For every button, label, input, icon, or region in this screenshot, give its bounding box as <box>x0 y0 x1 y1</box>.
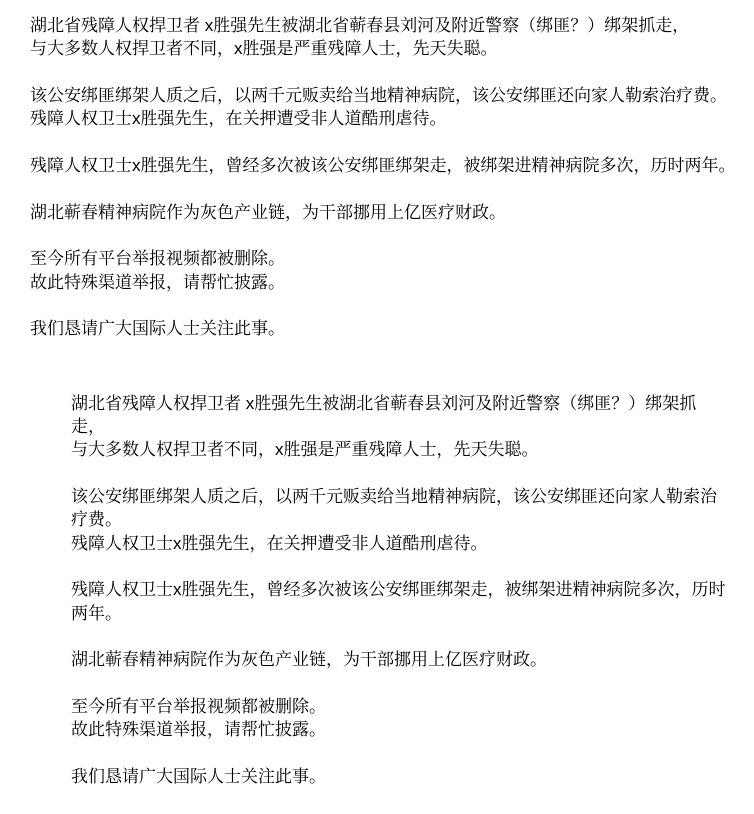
text-line: 走， <box>71 416 105 436</box>
paragraph <box>30 317 736 340</box>
text-line: 残障人权卫士x胜强先生，在关押遭受非人道酷刑虐待。 <box>30 109 447 129</box>
text-line: 至今所有平台举报视频都被删除。 <box>30 249 285 269</box>
text-line: 该公安绑匪绑架人质之后，以两千元贩卖给当地精神病院，该公安绑匪还向家人勒索治疗费。 <box>30 85 727 105</box>
message-block-quoted <box>71 392 736 789</box>
text-line: 与大多数人权捍卫者不同，x胜强是严重残障人士，先天失聪。 <box>71 440 539 460</box>
text-line: 我们恳请广大国际人士关注此事。 <box>71 766 326 786</box>
paragraph <box>71 695 736 742</box>
text-line: 两年。 <box>71 603 122 623</box>
text-line: 故此特殊渠道举报，请帮忙披露。 <box>30 272 285 292</box>
paragraph <box>30 84 736 131</box>
text-line: 湖北省残障人权捍卫者 x胜强先生被湖北省蕲春县刘河及附近警察（绑匪？）绑架抓 <box>71 393 697 413</box>
paragraph <box>71 485 736 555</box>
paragraph <box>30 14 736 61</box>
text-line: 该公安绑匪绑架人质之后，以两千元贩卖给当地精神病院，该公安绑匪还向家人勒索治 <box>71 486 717 506</box>
text-line: 湖北蕲春精神病院作为灰色产业链，为干部挪用上亿医疗财政。 <box>71 650 547 670</box>
text-line: 故此特殊渠道举报，请帮忙披露。 <box>71 720 326 740</box>
text-line: 与大多数人权捍卫者不同，x胜强是严重残障人士，先天失聪。 <box>30 39 498 59</box>
text-line: 残障人权卫士x胜强先生，曾经多次被该公安绑匪绑架走，被绑架进精神病院多次，历时 <box>71 580 726 600</box>
text-line: 湖北蕲春精神病院作为灰色产业链，为干部挪用上亿医疗财政。 <box>30 202 506 222</box>
message-block-original <box>30 14 736 341</box>
paragraph <box>30 154 736 177</box>
text-line: 至今所有平台举报视频都被删除。 <box>71 696 326 716</box>
paragraph <box>71 392 736 462</box>
text-line: 湖北省残障人权捍卫者 x胜强先生被湖北省蕲春县刘河及附近警察（绑匪？）绑架抓走， <box>30 16 690 35</box>
paragraph <box>71 648 736 671</box>
paragraph <box>71 765 736 788</box>
text-line: 残障人权卫士x胜强先生，在关押遭受非人道酷刑虐待。 <box>71 533 488 553</box>
text-line: 残障人权卫士x胜强先生，曾经多次被该公安绑匪绑架走，被绑架进精神病院多次，历时两年。 <box>30 155 736 175</box>
text-line: 我们恳请广大国际人士关注此事。 <box>30 319 285 339</box>
text-line: 疗费。 <box>71 510 122 530</box>
paragraph <box>30 247 736 294</box>
paragraph <box>71 578 736 625</box>
document-page <box>0 14 754 814</box>
paragraph <box>30 201 736 224</box>
